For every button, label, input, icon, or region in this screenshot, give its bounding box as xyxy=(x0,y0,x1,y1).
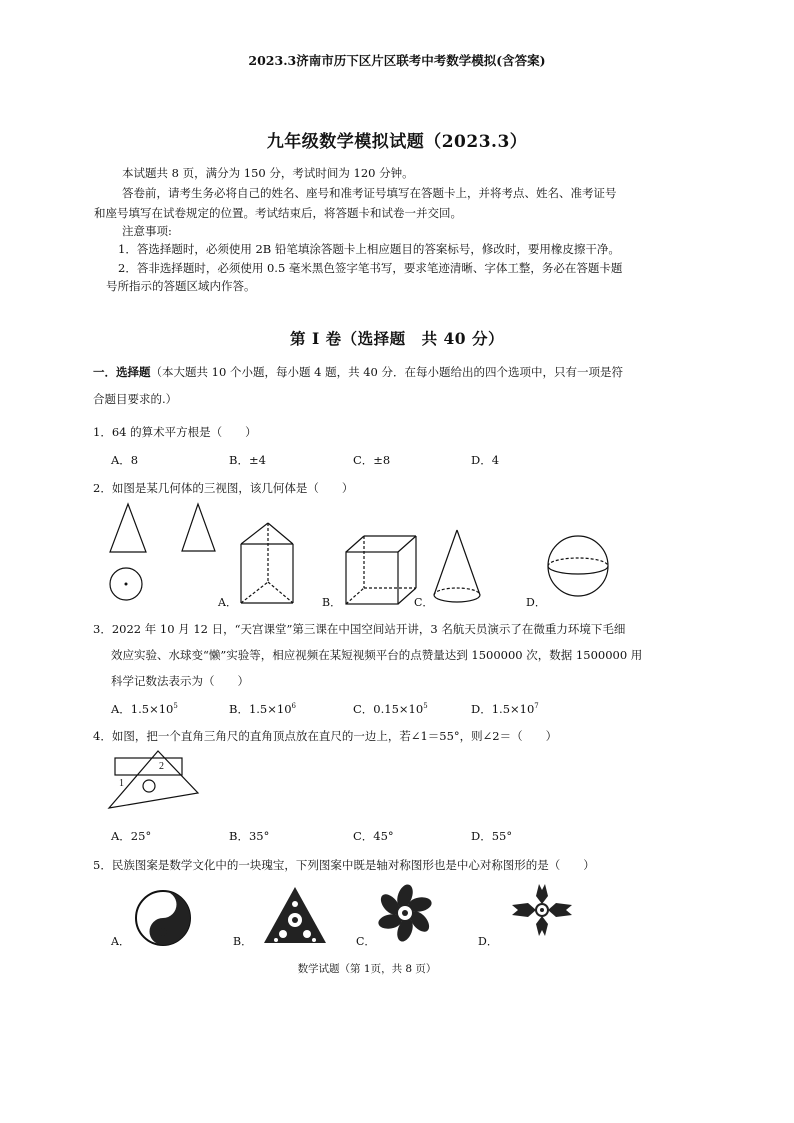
q1-option-b: B．±4 xyxy=(229,453,266,467)
option-d-cross-pattern xyxy=(512,884,572,936)
intro-line-7: 号所指示的答题区域内作答。 xyxy=(106,279,256,293)
question-4: 4．如图，把一个直角三角尺的直角顶点放在直尺的一边上，若∠1＝55°，则∠2＝（ ） xyxy=(93,729,558,743)
intro-line-3: 和座号填写在试卷规定的位置。考试结束后，将答题卡和试卷一并交回。 xyxy=(94,206,462,220)
q1-option-c: C．±8 xyxy=(353,453,391,467)
q5-option-b: B． xyxy=(233,935,253,948)
q4-option-c: C．45° xyxy=(353,829,394,843)
q2-option-d: D． xyxy=(526,596,546,609)
top-view-center-dot xyxy=(125,583,128,586)
page-footer: 数学试题（第 1页，共 8 页） xyxy=(297,963,437,975)
part1-desc-1: （本大题共 10 个小题，每小题 4 题，共 40 分．在每小题给出的四个选项中，只有一项是符 xyxy=(150,365,624,379)
q4-angle-1-label: 1 xyxy=(119,778,124,789)
option-a-prism xyxy=(241,523,293,603)
q3-option-a xyxy=(111,701,178,717)
q4-option-d: D．55° xyxy=(471,829,513,843)
question-3-line-1: 3．2022 年 10 月 12 日，“天宫课堂”第三课在中国空间站开讲，3 名航天员演示了在微重力环境下毛细 xyxy=(93,622,626,636)
q2-option-a: A． xyxy=(218,596,237,609)
document-header: 2023.3济南市历下区片区联考中考数学模拟(含答案) xyxy=(248,53,546,68)
option-b-triangle-pattern xyxy=(264,887,326,943)
exam-title: 九年级数学模拟试题（2023.3） xyxy=(266,132,528,152)
q3-option-a-exponent: 5 xyxy=(173,702,178,710)
part1-desc-2: 合题目要求的.） xyxy=(93,392,178,406)
q5-option-a: A． xyxy=(111,935,130,948)
q4-option-b: B．35° xyxy=(229,829,270,843)
intro-line-1: 本试题共 8 页，满分为 150 分，考试时间为 120 分钟。 xyxy=(122,166,414,180)
question-5: 5．民族图案是数学文化中的一块瑰宝，下列图案中既是轴对称图形也是中心对称图形的是（ ） xyxy=(93,858,595,872)
question-2: 2．如图是某几何体的三视图，该几何体是（ ） xyxy=(93,481,354,495)
q3-option-b-base: B．1.5×10 xyxy=(229,702,292,716)
option-c-pinwheel-pattern xyxy=(377,882,433,943)
q3-option-d-base: D．1.5×10 xyxy=(471,702,535,716)
section-title: 第 I 卷（选择题 共 40 分） xyxy=(290,329,504,348)
q3-option-a-base: A．1.5×10 xyxy=(111,702,174,716)
q3-option-b-exponent: 6 xyxy=(291,702,296,710)
q4-angle-2-label: 2 xyxy=(159,761,164,772)
q1-option-d: D．4 xyxy=(471,453,500,467)
q4-option-a: A．25° xyxy=(111,829,152,843)
q3-option-c-base: C．0.15×10 xyxy=(353,702,424,716)
option-c-cone xyxy=(434,530,480,602)
q3-option-b xyxy=(229,701,296,717)
q2-option-b: B． xyxy=(322,596,342,609)
question-3-line-2: 效应实验、水球变“懒”实验等，相应视频在某短视频平台的点赞量达到 1500000 次，数据 1500000 用 xyxy=(111,648,643,662)
intro-line-5: 1．答选择题时，必须使用 2B 铅笔填涂答题卡上相应题目的答案标号，修改时，要用橡皮擦干净。 xyxy=(118,242,620,256)
part1-label: 一．选择题 xyxy=(93,365,151,379)
q3-option-c xyxy=(353,701,428,717)
q5-option-d: D． xyxy=(478,935,498,948)
side-view-triangle xyxy=(182,504,215,551)
q2-option-c: C． xyxy=(414,596,434,609)
q3-option-c-exponent: 5 xyxy=(423,702,428,710)
q3-option-d-exponent: 7 xyxy=(534,702,539,710)
q1-option-a: A．8 xyxy=(111,453,139,467)
option-d-sphere xyxy=(548,536,608,596)
q3-option-d xyxy=(471,701,539,717)
intro-line-6: 2．答非选择题时，必须使用 0.5 毫米黑色签字笔书写，要求笔迹清晰、字体工整，务必在答题卡题 xyxy=(118,261,623,275)
front-view-triangle xyxy=(110,504,146,552)
question-3-line-3: 科学记数法表示为（ ） xyxy=(111,674,249,688)
option-a-taiji-pattern xyxy=(136,891,190,945)
option-b-cube xyxy=(346,536,416,604)
q5-option-c: C． xyxy=(356,935,376,948)
intro-line-2: 答卷前，请考生务必将自己的姓名、座号和准考证号填写在答题卡上，并将考点、姓名、准考证号 xyxy=(122,186,617,200)
intro-line-4: 注意事项: xyxy=(122,224,172,238)
question-1: 1．64 的算术平方根是（ ） xyxy=(93,425,257,439)
